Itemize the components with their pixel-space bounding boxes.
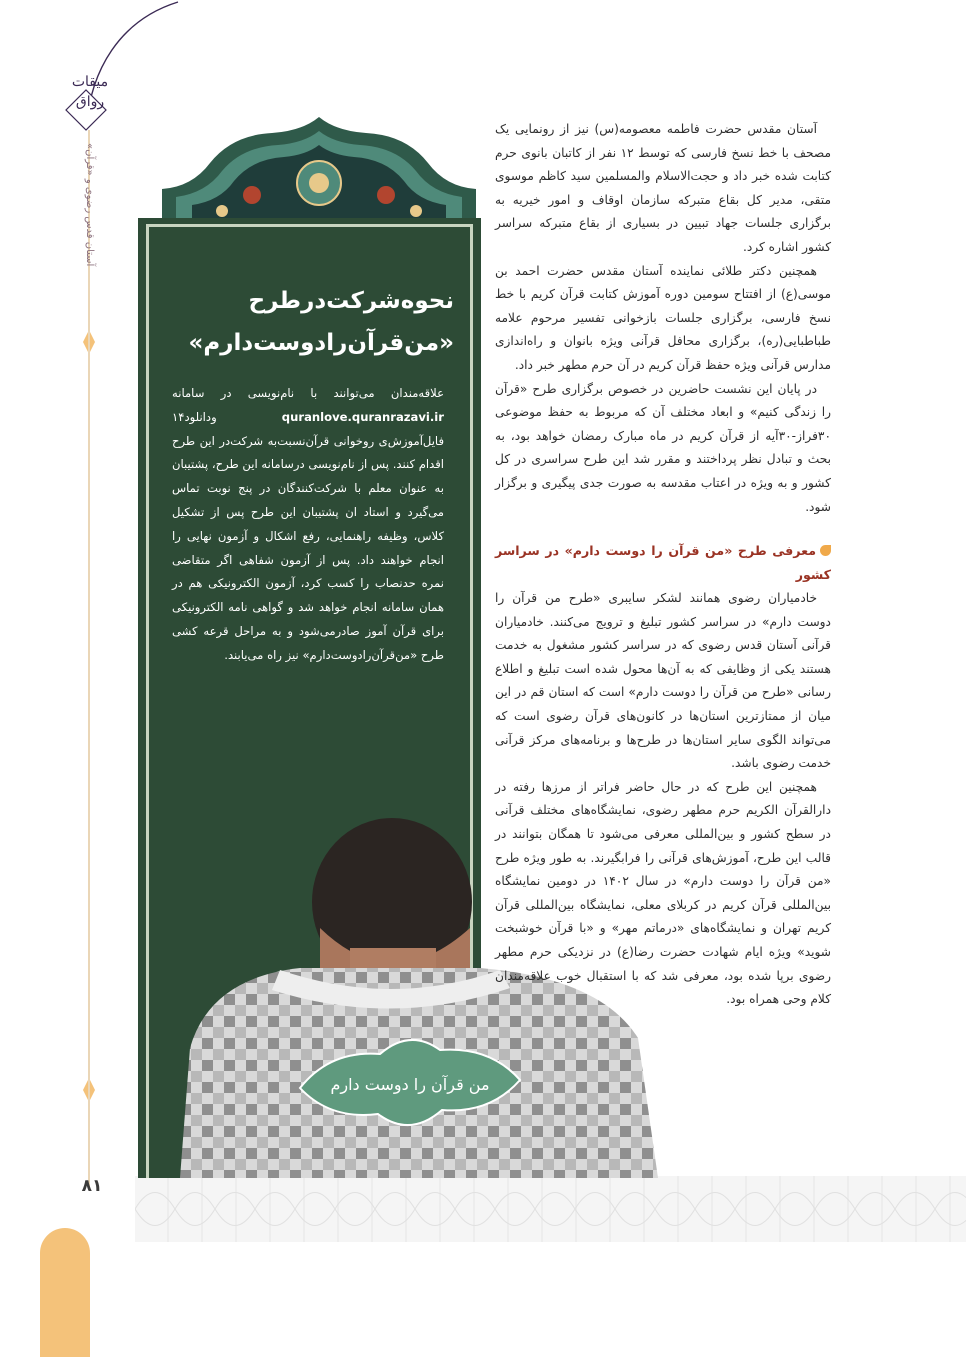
margin-rule	[88, 130, 90, 1190]
section-heading	[495, 539, 831, 587]
sidebar-title-line2: «من‌قرآن‌رادوست‌دارم»	[188, 330, 454, 356]
sidebar-title	[162, 280, 454, 364]
section-paragraph: همچنین این طرح که در حال حاضر فراتر از مرزها رفته در دارالقرآن الکریم حرم مطهر رضوی، نمایشگاه‌های مختلف قرآنی در سطح کشور و بین‌المللی معرفی می‌شود تا همگان بتوانند در قالب این طرح، آموزش‌های قرآنی را فرابگیرند. به طور ویژه طرح «من قرآن را دوست دارم» در سال ۱۴۰۲ در دومین نمایشگاه بین‌المللی قرآن کریم در کربلای معلی، نمایشگاه بین‌المللی قرآن کریم تهران و نمایشگاه‌های «درماتم مهر» و «با قرآن خوشبخت شوید» ویژه ایام شهادت حضرت رضا(ع) در نزدیکی حرم مطهر رضوی برپا شده بود، معرفی شد که با استقبال خوب علاقه‌مندان کلام وحی همراه بود.	[495, 779, 831, 1007]
magazine-label: آستان قدس رضوی و «قرآن»	[84, 143, 95, 267]
sidebar-title-line1: نحوه‌شرکت‌درطرح	[248, 288, 454, 314]
sidebar-body	[172, 382, 444, 668]
logo-text: میقات رواق	[71, 74, 109, 110]
article-column	[495, 118, 831, 1012]
article-paragraph: آستان مقدس حضرت فاطمه معصومه(س) نیز از رونمایی یک مصحف با خط نسخ فارسی که توسط ۱۲ نفر از کاتبان بانوی حرم کتابت شده خبر داد و حجت‌الاسلام والمسلمین سید کاظم موسوی متقی، مدیر کل بقاع متبرکه سازمان اوقاف و امور خیریه به برگزاری جلسات جهاد تبیین در بسیاری از بقاع متبرکه سراسر کشور اشاره کرد.	[495, 122, 831, 254]
article-paragraph: در پایان این نشست حاضرین در خصوص برگزاری طرح «قرآن را زندگی کنیم» و ابعاد مختلف آن که مربوط به حفظ موضوعی ۳۰فراز-۳۰آیه از قرآن کریم در ماه مبارک رمضان خواهد بود، به بحث و تبادل نظر پرداختند و مقرر شد این طرح سراسری در کل کشور و به ویژه در اعتاب مقدسه به صورت جدی پیگیری و برگزار شود.	[495, 381, 831, 514]
vest-emblem-text: من قرآن را دوست دارم	[330, 1075, 490, 1094]
registration-url[interactable]: quranlove.quranrazavi.ir	[281, 409, 444, 424]
bottom-tab-decoration	[40, 1228, 90, 1357]
sidebar-body-intro: علاقه‌مندان می‌توانند با نام‌نویسی در سامانه	[172, 386, 444, 400]
article-paragraph: همچنین دکتر طلائی نماینده آستان مقدس حضرت احمد بن موسی(ع) از افتتاح سومین دوره آموزش کتابت قرآن کریم با خط نسخ فارسی، برگزاری جلسات بازخوانی تفسیر مرحوم علامه طباطبایی(ره)، برگزاری محافل قرآنی ویژه بانوان و راه‌اندازی مدارس قرآنی ویژه حفظ قرآن کریم در آن حرم مطهر خبر داد.	[495, 263, 831, 372]
section-paragraph: خادمیاران رضوی همانند لشکر سایبری «طرح من قرآن را دوست دارم» در سراسر کشور تبلیغ و ترویج می‌کنند. خادمیاران قرآنی آستان قدس رضوی که در سراسر کشور مشغول به خدمت هستند یکی از وظایفی که به آن‌ها محول شده است تبلیغ و اطلاع رسانی «طرح من قرآن را دوست دارم» است که استان قم در این میان از ممتازترین استان‌ها در کانون‌های قرآن رضوی است که می‌تواند الگوی سایر استان‌ها در طرح‌ها و برنامه‌های مرکز قرآنی خدمت رضوی باشد.	[495, 591, 831, 771]
heading-bullet-icon	[820, 545, 831, 556]
sidebar-body-text: ودانلود۱۴ فایل‌آموزش‌ی روخوانی قرآن‌نسبت‌به شرکت‌در این طرح اقدام کنند. پس از نام‌نویسی درسامانه این طرح، پشتیبان به عنوان معلم با شرکت‌کنندگان در پنج نوبت تماس می‌گیرد و استاد ان پشتیبان این طرح پس از تشکیل کلاس، وظیفه راهنمایی، رفع اشکال و آزمون نهایی را انجام خواهند داد. پس از آزمون شفاهی اگر متقاضی نمره حدنصاب را کسب کرد، آزمون الکترونیکی هم در همان سامانه انجام خواهد شد و گواهی نامه الکترونیکی برای قرآن آموز صادرمی‌شود و به مراحل قرعه کشی طرح «من‌قرآن‌رادوست‌دارم» نیز راه می‌یابند.	[172, 409, 444, 662]
section-heading-text: معرفی طرح «من قرآن را دوست دارم» در سراسر کشور	[495, 543, 831, 583]
page-number: ۸۱	[81, 1176, 103, 1196]
arch-ornament	[162, 117, 476, 225]
footer-pattern	[135, 1176, 966, 1242]
magazine-logo	[60, 72, 120, 120]
